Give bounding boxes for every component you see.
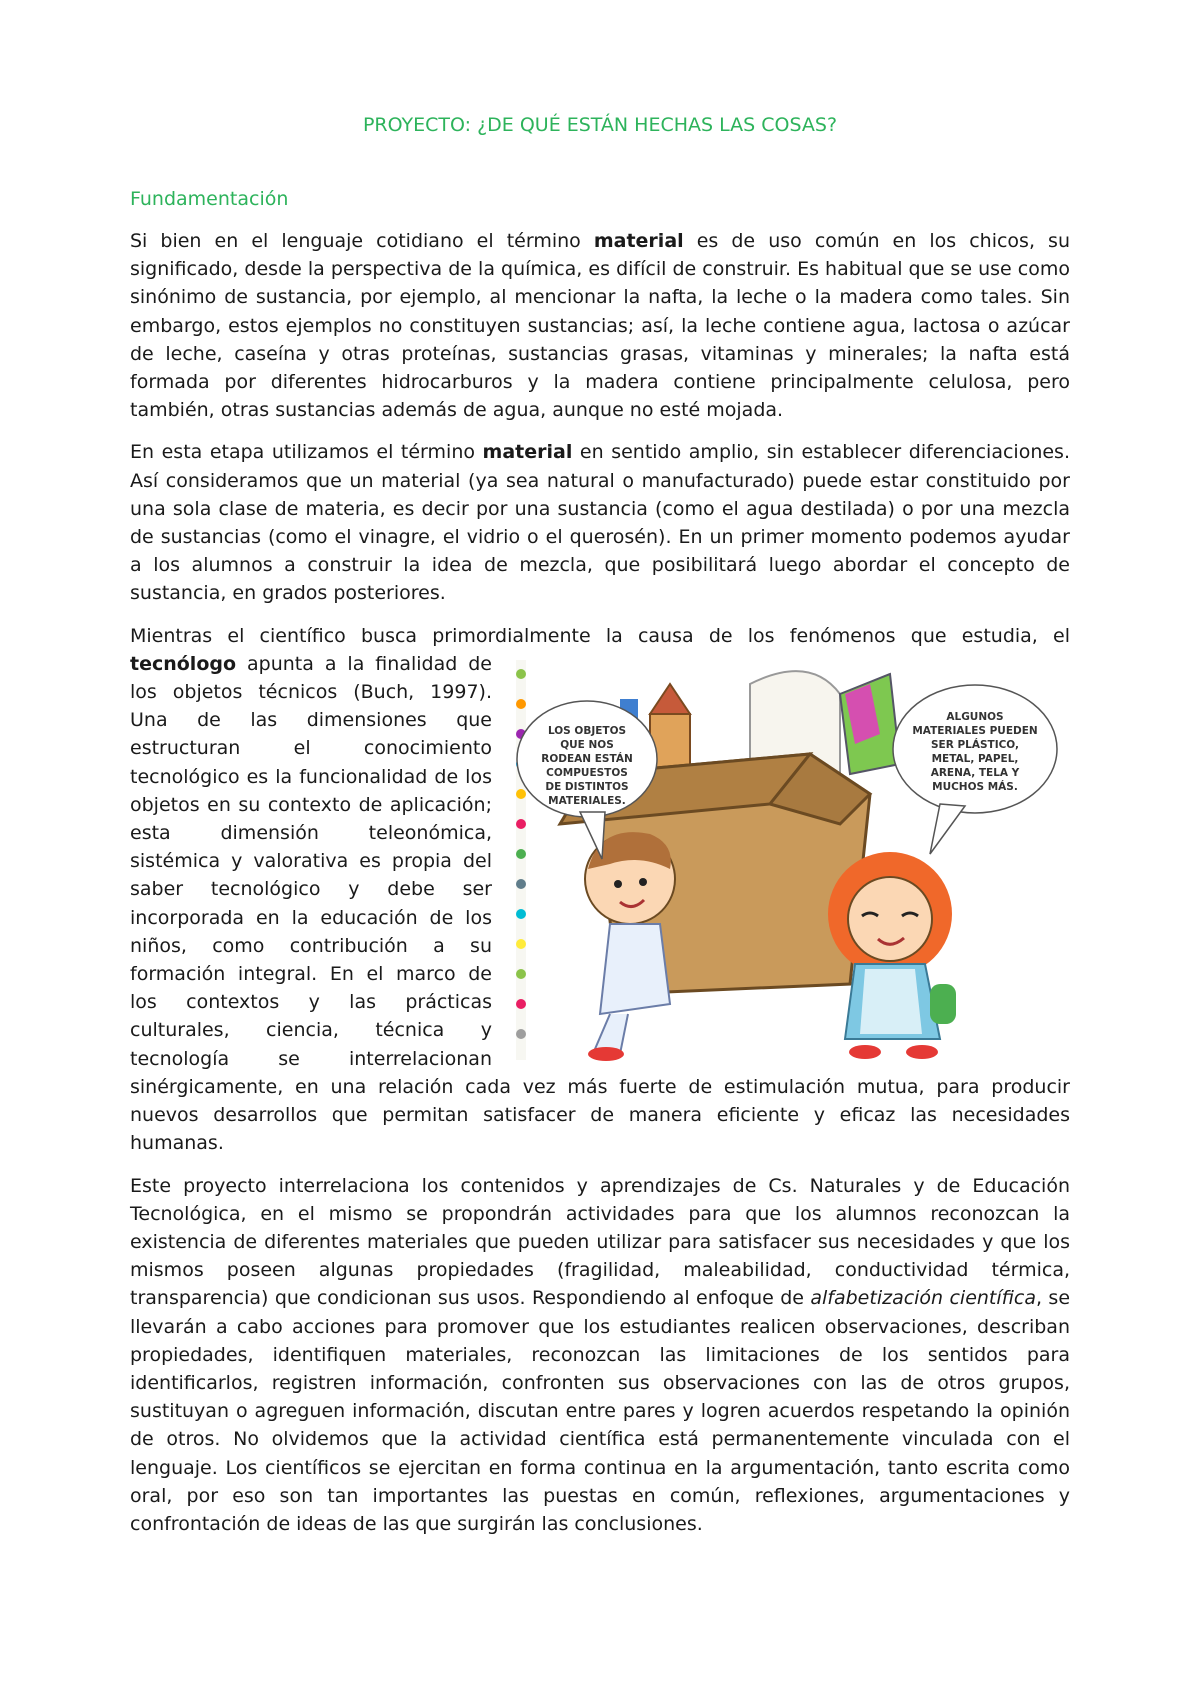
p4-text-b: , se llevarán a cabo acciones para promover que los estudiantes realicen observaciones, describan propiedades, identifiquen materiales, reconozcan las limitaciones de los sentidos para identificarlos, registren información, confronten sus observaciones con las de otros grupos, sustituyan o agreguen información, discutan entre pares y logren acuerdos respetando la opinión de otros. No olvidemos que la actividad científica está permanentemente vinculada con el lenguaje. Los científicos se ejercitan en forma continua en la argumentación, tanto escrita como oral, por eso son tan importantes las puestas en común, reflexiones, argumentaciones y confrontación de ideas de las que surgirán las conclusiones. — [130, 1287, 1071, 1535]
right-bubble-line-2: MATERIALES PUEDEN — [912, 724, 1038, 737]
section-heading: Fundamentación — [130, 188, 289, 210]
boy-character — [585, 832, 675, 1061]
p4-italic-term: alfabetización científica — [810, 1287, 1037, 1310]
p3-bold-term: tecnólogo — [130, 652, 237, 675]
right-speech-bubble — [893, 685, 1057, 854]
paragraph-3 — [130, 622, 1070, 1158]
document-title: PROYECTO: ¿DE QUÉ ESTÁN HECHAS LAS COSAS? — [362, 114, 838, 136]
right-bubble-line-3: SER PLÁSTICO, — [930, 738, 1020, 751]
paragraph-1 — [130, 227, 1070, 424]
p1-text-a: Si bien en el lenguaje cotidiano el término — [130, 230, 594, 252]
right-bubble-line-6: MUCHOS MÁS. — [932, 780, 1018, 793]
right-bubble-line-5: ARENA, TELA Y — [930, 766, 1020, 779]
document-body — [130, 227, 1070, 1552]
icon-strip — [516, 660, 526, 1060]
illustration-svg — [510, 654, 1070, 1070]
paragraph-2 — [130, 438, 1070, 607]
paragraph-4 — [130, 1172, 1070, 1539]
p3-text-a: Mientras el científico busca primordialmente la causa de los fenómenos que estudia, el — [130, 624, 1070, 647]
right-bubble-line-1: ALGUNOS — [946, 710, 1004, 723]
left-bubble-line-1: LOS OBJETOS — [547, 724, 627, 737]
p1-bold-term: material — [593, 230, 684, 252]
p2-bold-term: material — [482, 441, 573, 464]
p2-text-a: En esta etapa utilizamos el término — [130, 441, 483, 464]
left-bubble-line-3: RODEAN ESTÁN — [541, 752, 633, 765]
left-bubble-line-2: QUE NOS — [560, 738, 614, 751]
left-bubble-line-5: DE DISTINTOS — [545, 780, 629, 793]
right-bubble-line-4: METAL, PAPEL, — [931, 752, 1019, 765]
left-bubble-line-6: MATERIALES. — [548, 794, 626, 807]
girl-character — [828, 852, 956, 1059]
p3-text-b: apunta a la finalidad de los objetos técnicos (Buch, 1997). Una de las dimensiones que estructuran el conocimiento tecnológico es la funcionalidad de los objetos en su contexto de aplicación; esta dimensión teleonómica, sistémica y valorativa es propia del saber tecnológico y debe ser incorporada en la educación de los niños, como contribución a su formación integral. En el marco de los contextos y las prácticas culturales, ciencia, técnica y tecnología se interrelacionan sinérgicamente, en una relación cada vez más fuerte de estimulación mutua, para producir nuevos desarrollos que permitan satisfacer de manera eficiente y eficaz las necesidades humanas. — [130, 652, 1070, 1155]
children-carrying-box-illustration — [510, 654, 1070, 1070]
p2-text-b: en sentido amplio, sin establecer diferenciaciones. Así consideramos que un material (ya sea natural o manufacturado) puede estar constituido por una sola clase de materia, es decir por una sustancia (como el agua destilada) o por una mezcla de sustancias (como el vinagre, el vidrio o el querosén). En un primer momento podemos ayudar a los alumnos a construir la idea de mezcla, que posibilitará luego abordar el concepto de sustancia, en grados posteriores. — [130, 441, 1070, 605]
p4-text-a: Este proyecto interrelaciona los contenidos y aprendizajes de Cs. Naturales y de Educación Tecnológica, en el mismo se propondrán actividades para que los alumnos reconozcan la existencia de diferentes materiales que pueden utilizar para satisfacer sus necesidades y que los mismos poseen algunas propiedades (fragilidad, maleabilidad, conductividad térmica, transparencia) que condicionan sus usos. Respondiendo al enfoque de — [130, 1174, 1070, 1310]
left-bubble-line-4: COMPUESTOS — [546, 766, 628, 779]
p1-text-b: es de uso común en los chicos, su significado, desde la perspectiva de la química, es difícil de construir. Es habitual que se use como sinónimo de sustancia, por ejemplo, al mencionar la nafta, la leche o la madera como tales. Sin embargo, estos ejemplos no constituyen sustancias; así, la leche contiene agua, lactosa o azúcar de leche, caseína y otras proteínas, sustancias grasas, vitaminas y minerales; la nafta está formada por diferentes hidrocarburos y la madera contiene principalmente celulosa, pero también, otras sustancias además de agua, aunque no esté mojada. — [130, 230, 1070, 422]
